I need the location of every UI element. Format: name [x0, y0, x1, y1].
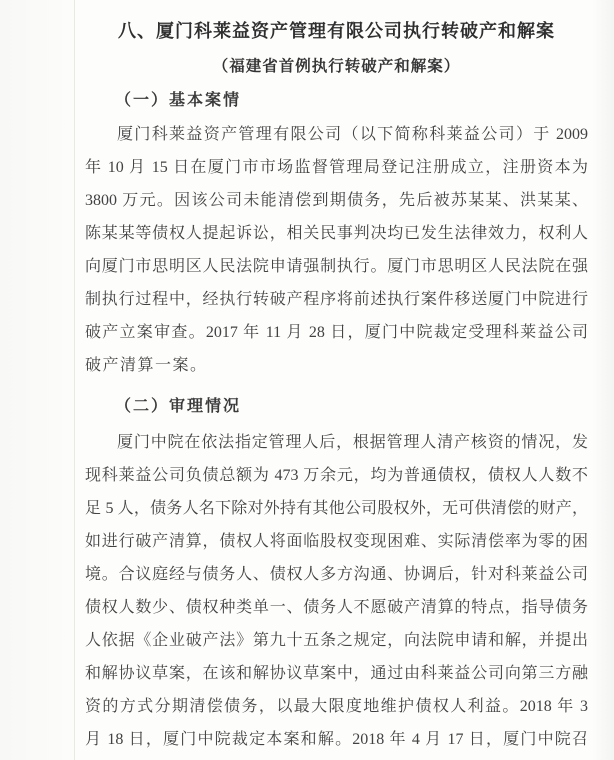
paragraph-line: 现科莱益公司负债总额为 473 万余元，均为普通债权，债权人人数不	[85, 467, 588, 484]
paragraph-line: 足 5 人，债务人名下除对外持有其他公司股权外，无可供清偿的财产，	[85, 500, 588, 517]
paragraph-line: 境。合议庭经与债务人、债权人多方沟通、协调后，针对科莱益公司	[85, 566, 588, 583]
document-title: 八、厦门科莱益资产管理有限公司执行转破产和解案	[118, 21, 555, 41]
scan-right-shadow	[592, 0, 614, 760]
paragraph-basic-facts	[85, 118, 588, 382]
paragraph-line: 月 18 日，厦门中院裁定本案和解。2018 年 4 月 17 日，厦门中院召	[85, 731, 588, 748]
paragraph-line: 陈某某等债权人提起诉讼，相关民事判决均已发生法律效力，权利人	[85, 225, 588, 242]
document-subtitle: （福建省首例执行转破产和解案）	[212, 58, 461, 75]
paragraph-line: 3800 万元。因该公司未能清偿到期债务，先后被苏某某、洪某某、	[85, 192, 588, 209]
paragraph-line: 破产立案审查。2017 年 11 月 28 日，厦门中院裁定受理科莱益公司	[85, 324, 588, 341]
paragraph-line: 向厦门市思明区人民法院申请强制执行。厦门市思明区人民法院在强	[85, 258, 588, 275]
paragraph-line: 厦门中院在依法指定管理人后，根据管理人清产核资的情况，发	[117, 434, 588, 451]
paragraph-trial-situation	[85, 426, 588, 756]
paragraph-line: 破产清算一案。	[85, 357, 208, 374]
paragraph-line: 如进行破产清算，债权人将面临股权变现困难、实际清偿率为零的困	[85, 533, 588, 550]
paragraph-line: 厦门科莱益资产管理有限公司（以下简称科莱益公司）于 2009	[117, 126, 588, 143]
scan-left-margin	[0, 0, 74, 760]
paragraph-line: 资的方式分期清偿债务，以最大限度地维护债权人利益。2018 年 3	[85, 698, 588, 715]
paragraph-line: 人依据《企业破产法》第九十五条之规定，向法院申请和解，并提出	[85, 632, 588, 649]
paragraph-line: 债权人数少、债权种类单一、债务人不愿破产清算的特点，指导债务	[85, 599, 588, 616]
section-heading-basic-facts: （一）基本案情	[115, 92, 242, 109]
scan-page-edge-line	[74, 0, 75, 760]
section-heading-trial-situation: （二）审理情况	[115, 398, 242, 415]
document-content	[85, 0, 588, 756]
paragraph-line: 年 10 月 15 日在厦门市市场监督管理局登记注册成立，注册资本为	[85, 159, 588, 176]
paragraph-line: 制执行过程中，经执行转破产程序将前述执行案件移送厦门中院进行	[85, 291, 588, 308]
paragraph-line: 和解协议草案，在该和解协议草案中，通过由科莱益公司向第三方融	[85, 665, 588, 682]
